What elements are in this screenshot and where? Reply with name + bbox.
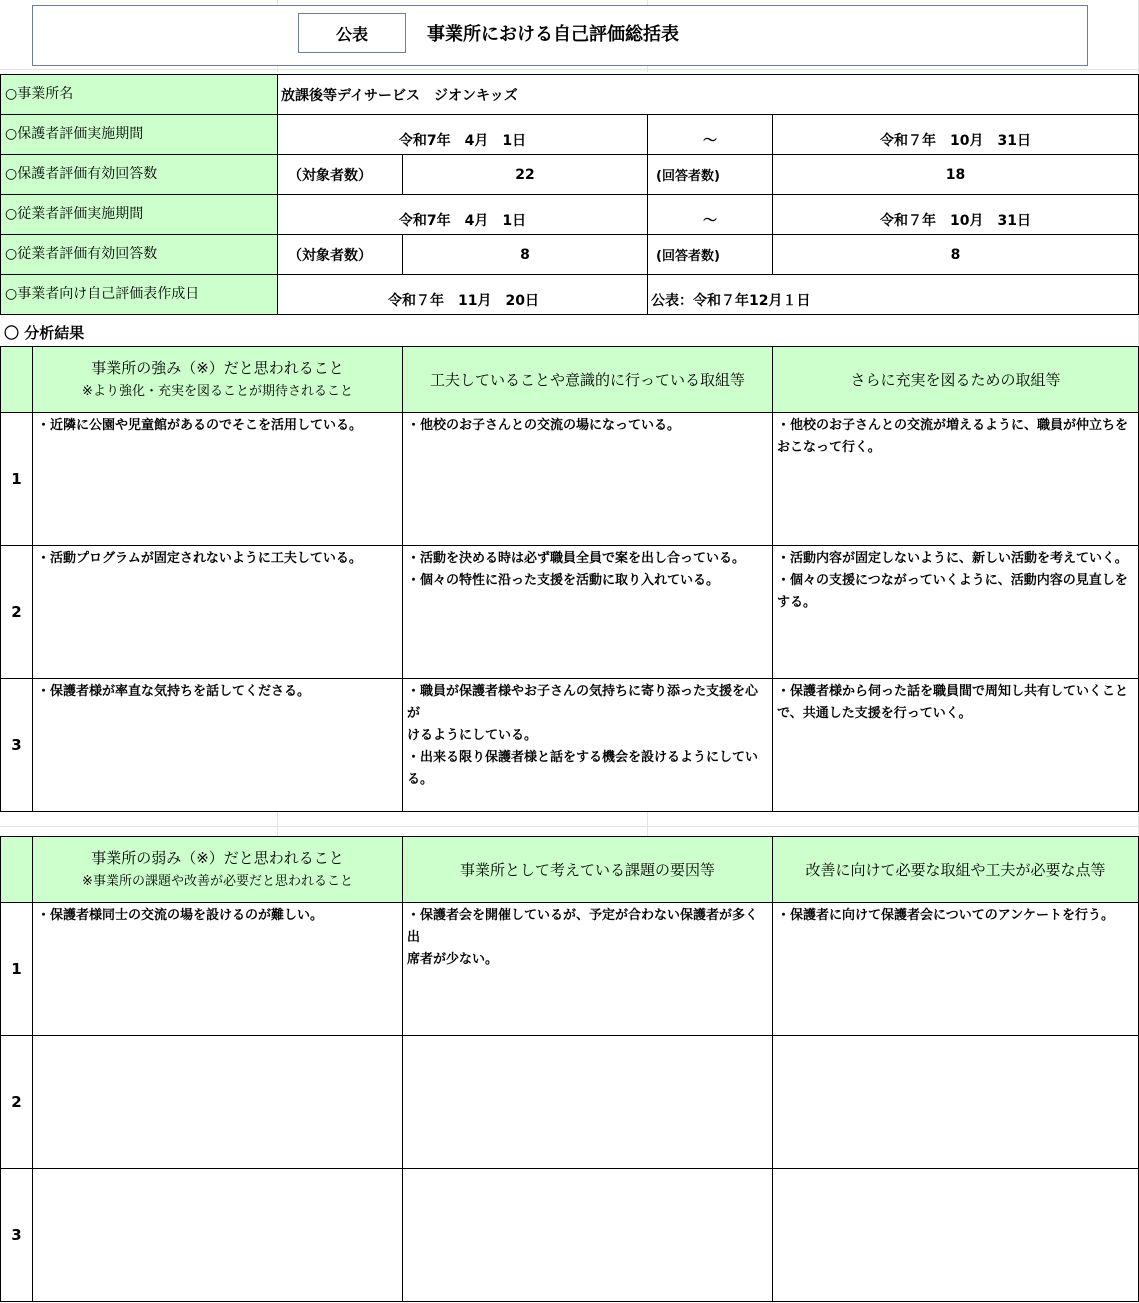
guardian-answer-count: 18 [773,155,1139,195]
cell-line: ・他校のお子さんとの交流の場になっている。 [407,418,681,433]
strength-cell [33,413,403,546]
staff-period-end: 令和７年 10月 31日 [773,195,1139,235]
cell-line: ・保護者様が率直な気持ちを話してくださる。 [37,684,311,699]
cell-line: ・近隣に公園や児童館があるのでそこを活用している。 [37,418,363,433]
enhance-cell [773,413,1139,546]
guardian-target-count: 22 [403,155,648,195]
weaknesses-header-3: 改善に向けて必要な取組や工夫が必要な点等 [773,837,1139,903]
cell-line: ・活動内容が固定しないように、新しい活動を考えていく。 [777,551,1128,566]
cause-cell [403,1036,773,1169]
table-row [1,413,1139,546]
office-name-label: ○事業所名 [1,75,278,115]
staff-period-start: 令和7年 4月 1日 [278,195,648,235]
published-date: 公表：令和７年12月１日 [648,275,1139,315]
cause-cell [403,903,773,1036]
effort-cell [403,413,773,546]
improvement-cell [773,903,1139,1036]
guardian-period-start: 令和7年 4月 1日 [278,115,648,155]
strengths-header-1-title: 事業所の強み（※）だと思われること [91,358,344,377]
guardian-target-label: （対象者数） [278,155,403,195]
effort-cell [403,546,773,679]
cell-line: ・活動プログラムが固定されないように工夫している。 [37,551,362,566]
cell-line: おこなって行く。 [777,440,881,455]
cell-line: ・保護者様同士の交流の場を設けるのが難しい。 [37,908,324,923]
cell-line: する。 [777,595,817,610]
staff-target-label: （対象者数） [278,235,403,275]
page-title: 事業所における自己評価総括表 [427,24,679,45]
strengths-header-1 [33,347,403,413]
created-label: ○事業者向け自己評価表作成日 [1,275,278,315]
staff-answers-label: ○従業者評価有効回答数 [1,235,278,275]
cell-line: ・保護者に向けて保護者会についてのアンケートを行う。 [777,908,1114,923]
staff-period-tilde: ～ [648,195,773,235]
table-row [1,1169,1139,1302]
row-number: 3 [1,1169,33,1302]
gridline [647,812,648,836]
table-row [1,903,1139,1036]
weaknesses-header-1 [33,837,403,903]
weakness-cell [33,1169,403,1302]
strength-cell [33,546,403,679]
strength-cell [33,679,403,812]
table-row [1,679,1139,812]
office-name: 放課後等デイサービス ジオンキッズ [278,75,1139,115]
cell-line: ・個々の特性に沿った支援を活動に取り入れている。 [407,573,720,588]
info-table [0,74,1139,315]
gridline [0,69,1139,70]
weaknesses-header-2: 事業所として考えている課題の要因等 [403,837,773,903]
effort-cell [403,679,773,812]
cell-line: 席者が少ない。 [407,952,499,967]
table-row [1,546,1139,679]
cell-line: ・他校のお子さんとの交流が増えるように、職員が仲立ちを [777,418,1129,433]
header-blank [1,837,33,903]
strengths-header-3: さらに充実を図るための取組等 [773,347,1139,413]
cell-line: ・保護者様から伺った話を職員間で周知し共有していくこと [777,684,1129,699]
header-blank [1,347,33,413]
cell-line: ・出来る限り保護者様と話をする機会を設けるようにしてい [407,750,759,765]
enhance-cell [773,546,1139,679]
table-row [1,1036,1139,1169]
staff-target-count: 8 [403,235,648,275]
row-number: 3 [1,679,33,812]
cell-line: ・活動を決める時は必ず職員全員で案を出し合っている。 [407,551,746,566]
gridline [277,812,278,836]
cell-line: る。 [407,772,434,787]
guardian-period-end: 令和７年 10月 31日 [773,115,1139,155]
cause-cell [403,1169,773,1302]
strengths-header-2: 工夫していることや意識的に行っている取組等 [403,347,773,413]
strengths-table [0,346,1139,812]
section-title: 〇 分析結果 [4,324,85,342]
guardian-period-label: ○保護者評価実施期間 [1,115,278,155]
cell-line: で、共通した支援を行っていく。 [777,706,972,721]
strengths-header-1-note: ※より強化・充実を図ることが期待されること [82,383,353,399]
row-number: 2 [1,546,33,679]
guardian-answer-label: (回答者数) [648,155,773,195]
weakness-cell [33,903,403,1036]
weakness-cell [33,1036,403,1169]
cell-line: ・保護者会を開催しているが、予定が合わない保護者が多く出 [407,908,759,945]
cell-line: けるようにしている。 [407,728,538,743]
row-number: 2 [1,1036,33,1169]
row-number: 1 [1,903,33,1036]
created-date: 令和７年 11月 20日 [278,275,648,315]
gridline [0,826,1139,827]
cell-line: ・個々の支援につながっていくように、活動内容の見直しを [777,573,1128,588]
staff-answer-count: 8 [773,235,1139,275]
cell-line: ・職員が保護者様やお子さんの気持ちに寄り添った支援を心が [407,684,759,721]
improvement-cell [773,1036,1139,1169]
guardian-answers-label: ○保護者評価有効回答数 [1,155,278,195]
staff-period-label: ○従業者評価実施期間 [1,195,278,235]
publish-badge: 公表 [298,13,406,53]
staff-answer-label: (回答者数) [648,235,773,275]
weaknesses-header-1-title: 事業所の弱み（※）だと思われること [91,848,344,867]
weaknesses-header-1-note: ※事業所の課題や改善が必要だと思われること [82,873,353,889]
row-number: 1 [1,413,33,546]
guardian-period-tilde: ～ [648,115,773,155]
weaknesses-table [0,836,1139,1302]
enhance-cell [773,679,1139,812]
improvement-cell [773,1169,1139,1302]
